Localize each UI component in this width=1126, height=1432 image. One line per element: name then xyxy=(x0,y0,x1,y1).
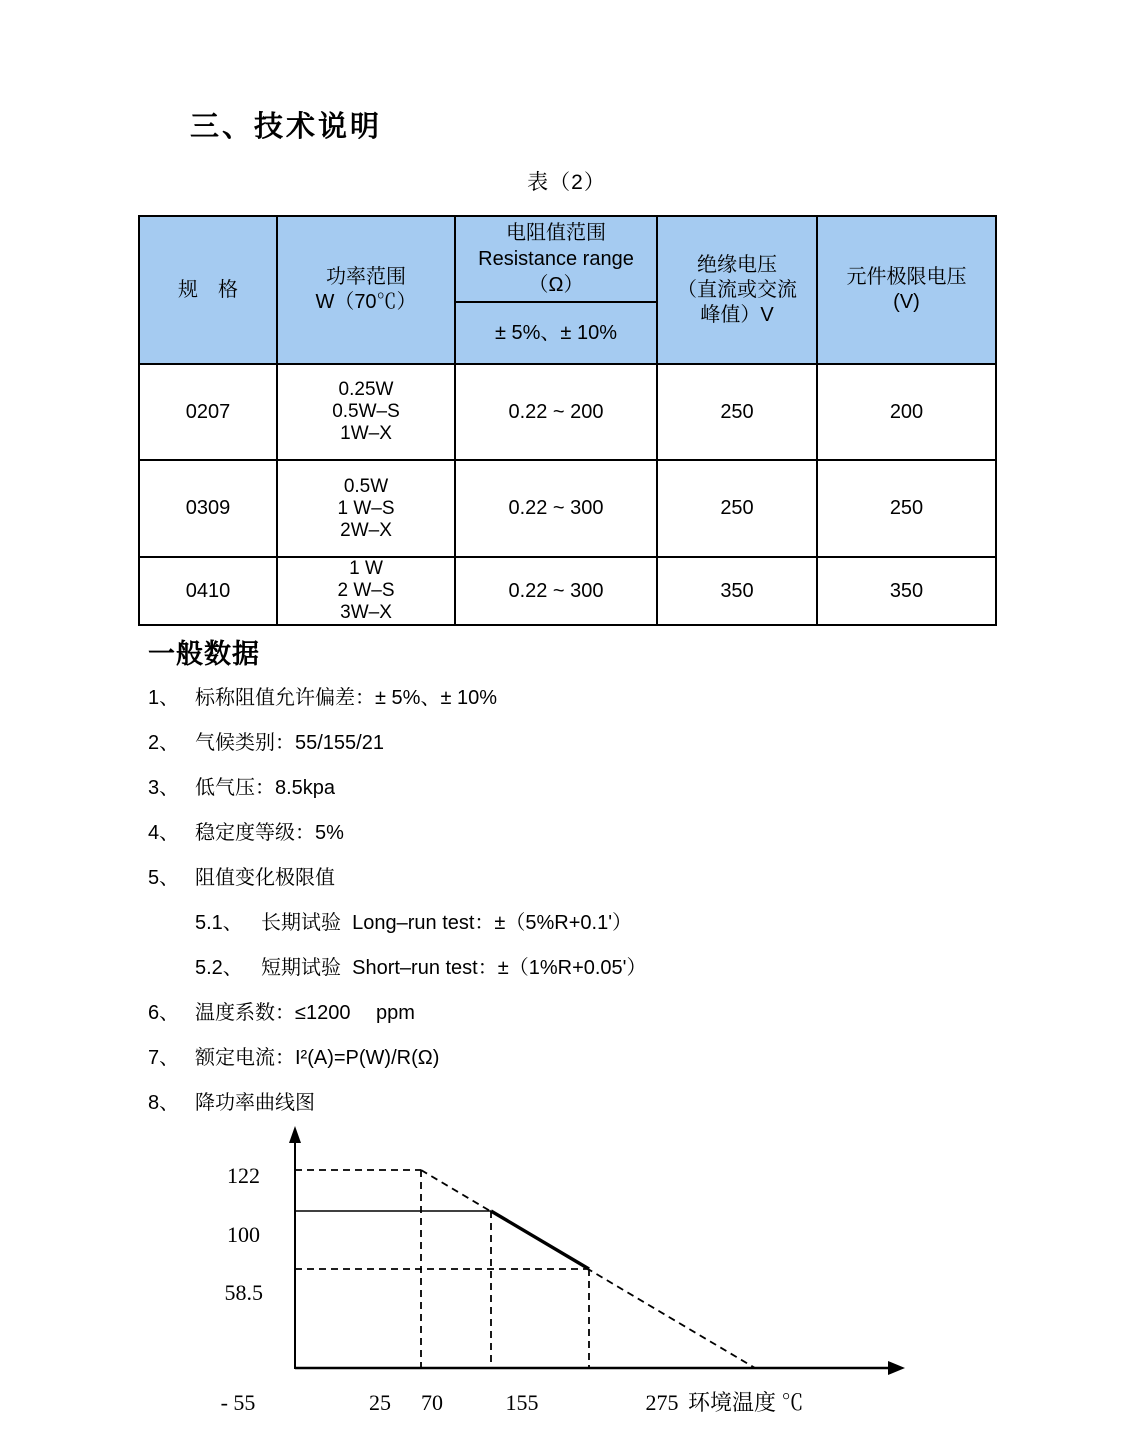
list-item-number: 3、 xyxy=(148,777,180,799)
y-axis-arrow-icon xyxy=(289,1126,301,1143)
table-row-0410 xyxy=(139,557,996,625)
list-item-5-1 xyxy=(195,912,647,935)
cell-power-line2: 0.5W–S xyxy=(332,401,400,422)
col-header-limit-line1: 元件极限电压 xyxy=(846,266,967,288)
list-item-6 xyxy=(148,1002,647,1025)
list-item-number: 5、 xyxy=(148,867,180,889)
cell-power xyxy=(277,364,455,460)
table-header-row xyxy=(139,216,996,302)
list-item-8 xyxy=(148,1092,647,1115)
y-tick-100: 100 xyxy=(227,1222,260,1247)
list-item-7 xyxy=(148,1047,647,1070)
list-item-number: 5.1、 xyxy=(195,912,243,934)
col-header-limit xyxy=(817,216,996,364)
list-item-5-2 xyxy=(195,957,647,980)
cell-power xyxy=(277,557,455,625)
col-header-resistance-line3: （Ω） xyxy=(528,274,584,296)
col-header-insulation xyxy=(657,216,817,364)
col-header-resistance-line1: 电阻值范围 xyxy=(506,222,606,244)
cell-power xyxy=(277,460,455,557)
list-item-text: 温度系数：≤1200 ppm xyxy=(195,1002,415,1024)
cell-power-line3: 1W–X xyxy=(340,423,392,444)
general-data-list xyxy=(148,687,647,1115)
x-tick-275: 275 xyxy=(645,1390,679,1415)
list-item-number: 2、 xyxy=(148,732,180,754)
list-item-2 xyxy=(148,732,647,755)
col-header-limit-line2: (V) xyxy=(893,291,920,313)
cell-power-line2: 2 W–S xyxy=(337,580,395,601)
list-item-text: 气候类别：55/155/21 xyxy=(195,732,384,754)
table-row-0309 xyxy=(139,460,996,557)
table-caption: 表（2） xyxy=(527,171,606,194)
list-item-3 xyxy=(148,777,647,800)
derating-chart xyxy=(160,1125,920,1425)
cell-limit: 250 xyxy=(817,460,996,557)
col-header-power-line1: 功率范围 xyxy=(326,266,406,288)
col-header-tolerance: ± 5%、± 10% xyxy=(455,302,657,364)
col-header-power xyxy=(277,216,455,364)
col-header-power-line2: W（70℃） xyxy=(315,291,417,313)
cell-power-line1: 1 W xyxy=(349,558,383,579)
cell-resistance: 0.22 ~ 300 xyxy=(455,460,657,557)
solid-derating-diagonal xyxy=(491,1211,589,1269)
x-tick-70: 70 xyxy=(421,1390,443,1415)
x-tick-minus-55: - 55 xyxy=(220,1390,256,1415)
general-data-heading: 一般数据 xyxy=(148,639,260,669)
x-axis-arrow-icon xyxy=(888,1361,905,1375)
y-tick-122: 122 xyxy=(227,1163,260,1188)
col-header-spec xyxy=(139,216,277,364)
list-item-text: 稳定度等级：5% xyxy=(195,822,344,844)
cell-spec: 0410 xyxy=(139,557,277,625)
cell-resistance: 0.22 ~ 300 xyxy=(455,557,657,625)
list-item-number: 8、 xyxy=(148,1092,180,1114)
cell-power-line1: 0.5W xyxy=(343,475,389,497)
list-item-text: 短期试验 Short–run test：±（1%R+0.05'） xyxy=(261,957,647,979)
col-header-insulation-line1: 绝缘电压 xyxy=(697,253,777,276)
cell-insulation: 350 xyxy=(657,557,817,625)
list-item-text: 阻值变化极限值 xyxy=(195,867,335,889)
spec-table xyxy=(138,215,997,626)
section-title: 三、技术说明 xyxy=(190,111,383,143)
list-item-text: 长期试验 Long–run test：±（5%R+0.1'） xyxy=(261,912,633,934)
list-item-number: 7、 xyxy=(148,1047,180,1069)
cell-limit: 350 xyxy=(817,557,996,625)
cell-spec: 0207 xyxy=(139,364,277,460)
list-item-number: 1、 xyxy=(148,687,180,709)
list-item-number: 6、 xyxy=(148,1002,180,1024)
y-tick-58-5: 58.5 xyxy=(224,1280,263,1305)
list-item-text: 低气压：8.5kpa xyxy=(195,777,336,799)
col-header-insulation-line3: 峰值）V xyxy=(700,303,774,326)
cell-power-line3: 2W–X xyxy=(340,519,392,541)
list-item-text: 额定电流：I²(A)=P(W)/R(Ω) xyxy=(195,1047,440,1069)
cell-power-line3: 3W–X xyxy=(340,602,392,623)
cell-power-line2: 1 W–S xyxy=(337,497,395,519)
list-item-text: 标称阻值允许偏差：± 5%、± 10% xyxy=(195,687,498,709)
cell-insulation: 250 xyxy=(657,460,817,557)
col-header-resistance-line2: Resistance range xyxy=(478,248,634,270)
list-item-number: 4、 xyxy=(148,822,180,844)
list-item-5 xyxy=(148,867,647,890)
x-axis-label: 环境温度 ℃ xyxy=(688,1390,804,1415)
x-tick-155: 155 xyxy=(505,1390,539,1415)
cell-spec: 0309 xyxy=(139,460,277,557)
table-row-0207 xyxy=(139,364,996,460)
cell-limit: 200 xyxy=(817,364,996,460)
col-header-resistance xyxy=(455,216,657,302)
x-tick-25: 25 xyxy=(369,1390,391,1415)
list-item-4 xyxy=(148,822,647,845)
cell-resistance: 0.22 ~ 200 xyxy=(455,364,657,460)
list-item-1 xyxy=(148,687,647,710)
col-header-spec-label: 规 格 xyxy=(178,278,238,301)
list-item-text: 降功率曲线图 xyxy=(195,1092,315,1114)
col-header-insulation-line2: （直流或交流 xyxy=(677,278,797,301)
cell-insulation: 250 xyxy=(657,364,817,460)
list-item-number: 5.2、 xyxy=(195,957,243,979)
cell-power-line1: 0.25W xyxy=(338,379,394,400)
